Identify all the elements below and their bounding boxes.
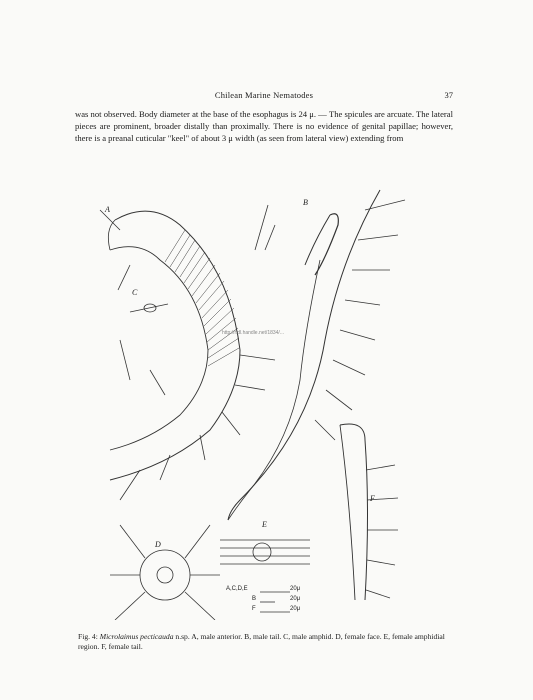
watermark-url: http://hdl.handle.net/1834/... [222, 330, 284, 336]
body-text [75, 108, 453, 144]
scale-value-f: 20μ [290, 606, 301, 612]
panel-label-d: D [155, 540, 161, 549]
panel-label-f: F [370, 494, 375, 503]
scale-value-acde: 20μ [290, 586, 301, 592]
scale-bars [260, 592, 290, 612]
caption-label: Fig. 4: [78, 632, 98, 641]
caption-text: n.sp. A, male anterior. B, male tail. C, male amphid. D, female face. E, female amphidial region. F, female tail. [78, 632, 445, 651]
panel-label-e: E [262, 520, 267, 529]
scale-label-f: F [252, 606, 256, 612]
scale-label-acde: A,C,D,E [226, 586, 248, 592]
caption-species: Microlaimus pecticauda [99, 632, 174, 641]
scale-value-b: 20μ [290, 596, 301, 602]
figure-illustration [90, 180, 430, 620]
panel-e-drawing [220, 540, 310, 564]
panel-f-drawing [340, 424, 398, 600]
panel-label-b: B [303, 198, 308, 207]
running-title: Chilean Marine Nematodes [214, 90, 314, 100]
panel-label-c: C [132, 288, 138, 297]
panel-b-drawing [228, 190, 405, 520]
panel-d-drawing [110, 525, 220, 620]
scale-label-b: B [252, 596, 257, 602]
page-number: 37 [444, 90, 453, 100]
body-paragraph: was not observed. Body diameter at the base of the esophagus is 24 μ. — The spicules are arcuate. The lateral pieces are prominent, broader distally than proximally. There is no evidence of genital papillae; however, there is a preanal cuticular "keel" of about 3 μ width (as seen from lateral view) extending from [75, 109, 453, 143]
panel-a-drawing [100, 205, 275, 500]
figure-caption [78, 632, 458, 652]
panel-c-drawing [130, 304, 168, 312]
panel-label-a: A [105, 205, 110, 214]
